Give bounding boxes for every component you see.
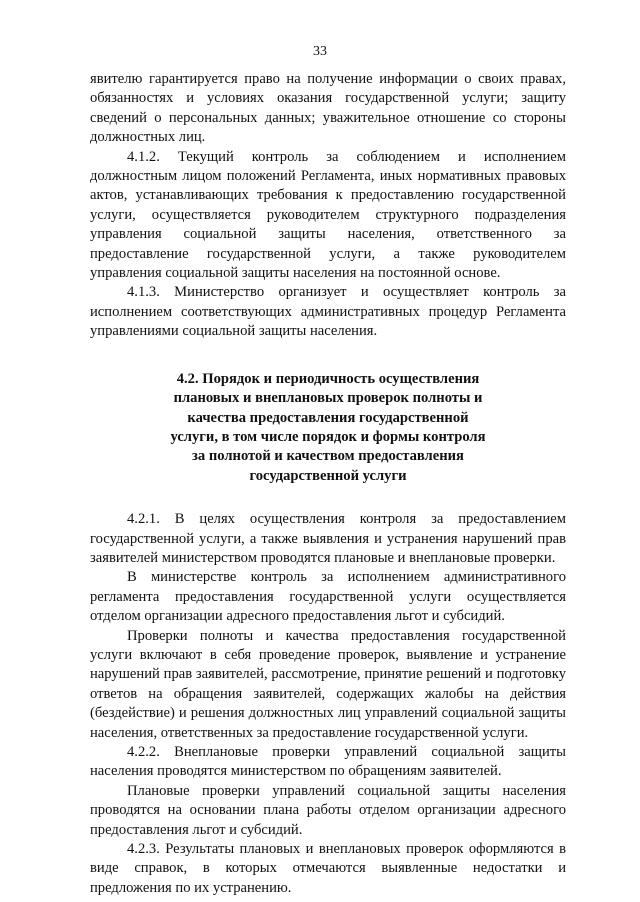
section-heading-4-2 — [90, 370, 566, 486]
page-number: 33 — [313, 44, 327, 59]
paragraph-4-1-3: 4.1.3. Министерство организует и осуществляет контроль за исполнением соответствующих административных процедур Регламента управлениями социальной защиты населения. — [90, 284, 566, 340]
heading-line: государственной услуги — [249, 467, 407, 484]
paragraph-4-2-1: 4.2.1. В целях осуществления контроля за предоставлением государственной услуги, а также выявления и устранения нарушений прав заявителей министерством проводятся плановые и внеплановые проверки. — [90, 511, 566, 566]
paragraph: В министерстве контроль за исполнением административного регламента предоставления государственной услуги осуществляется отделом организации адресного предоставления льгот и субсидий. — [90, 569, 566, 625]
paragraph: Проверки полноты и качества предоставления государственной услуги включают в себя проведение проверок, выявление и устранение нарушений прав заявителей, рассмотрение, принятие решений и подготовку ответов на обращения заявителей, содержащих жалобы на действия (бездействие) и решения должностных лиц управлений социальной защиты населения, ответственных за предоставление государственной услуги. — [90, 627, 566, 741]
heading-line: качества предоставления государственной — [187, 409, 469, 426]
heading-line: услуги, в том числе порядок и формы контроля — [170, 428, 486, 445]
document-body — [90, 70, 566, 898]
heading-line: 4.2. Порядок и периодичность осуществления — [176, 370, 480, 387]
heading-line: плановых и внеплановых проверок полноты и — [173, 390, 483, 407]
paragraph-4-1-2: 4.1.2. Текущий контроль за соблюдением и исполнением должностным лицом положений Регламента, иных нормативных правовых актов, устанавливающих требования к предоставлению государственной услуги, осуществляется руководителем структурного подразделения управления социальной защиты населения, ответственного за предоставление государственной услуги, а также руководителем управления социальной защиты населения на постоянной основе. — [90, 148, 566, 282]
paragraph: Плановые проверки управлений социальной защиты населения проводятся на основании плана работы отделом организации адресного предоставления льгот и субсидий. — [90, 782, 566, 838]
paragraph: явителю гарантируется право на получение информации о своих правах, обязанностях и условиях оказания государственной услуги; защиту сведений о персональных данных; уважительное отношение со стороны должностных лиц. — [90, 71, 566, 146]
paragraph-4-2-2: 4.2.2. Внеплановые проверки управлений социальной защиты населения проводятся министерством по обращениям заявителей. — [90, 744, 566, 780]
paragraph-4-2-3: 4.2.3. Результаты плановых и внеплановых проверок оформляются в виде справок, в которых отмечаются выявленные недостатки и предложения по их устранению. — [90, 841, 566, 896]
heading-line: за полнотой и качеством предоставления — [192, 448, 464, 465]
